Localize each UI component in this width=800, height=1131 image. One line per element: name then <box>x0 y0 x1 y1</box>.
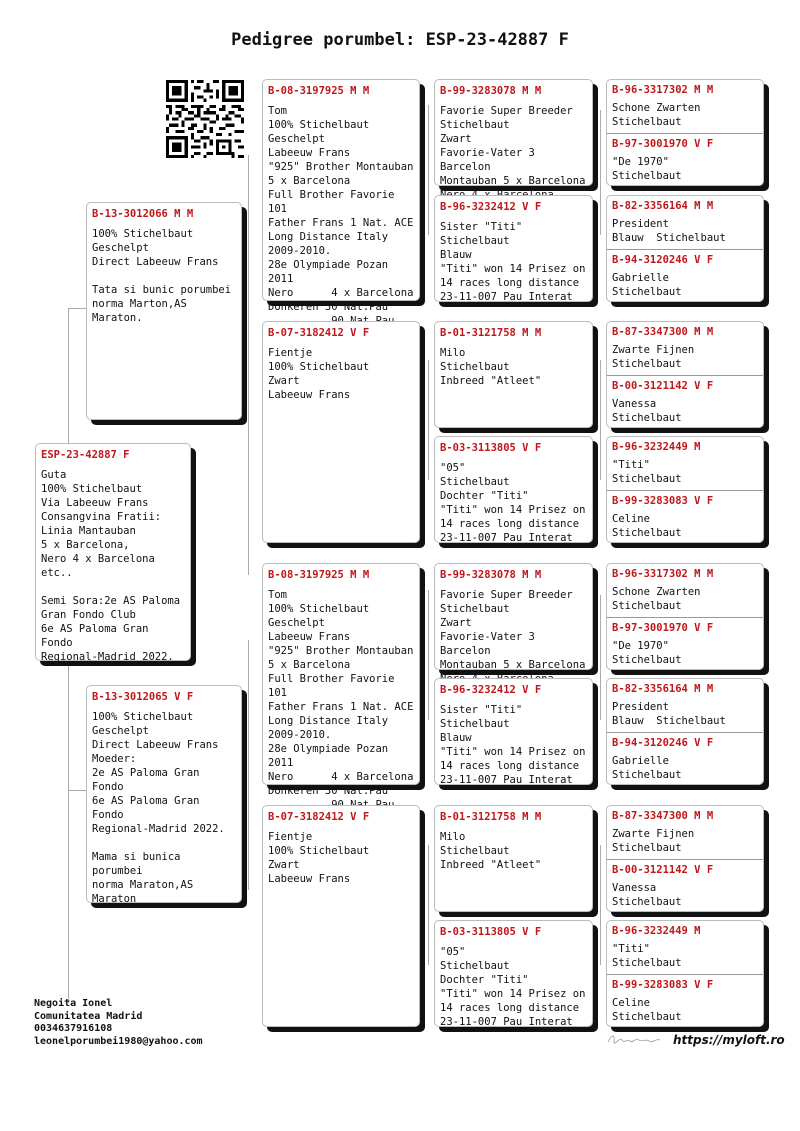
ring-number: B-13-3012066 M M <box>92 208 194 220</box>
owner-contact <box>34 998 203 1048</box>
website-link[interactable]: https://myloft.ro <box>673 1033 785 1047</box>
ring-number: B-87-3347300 M M <box>612 326 714 338</box>
ancestor-pair-card[interactable] <box>606 563 764 670</box>
ancestor-entry[interactable] <box>607 490 763 543</box>
ancestor-pair-card[interactable] <box>606 436 764 543</box>
grandparent-card[interactable] <box>262 563 420 797</box>
ancestor-entry[interactable] <box>607 679 763 732</box>
ring-number: B-96-3232412 V F <box>440 201 542 213</box>
ancestor-entry[interactable] <box>607 617 763 670</box>
ancestor-pair-card[interactable] <box>606 321 764 428</box>
pigeon-info: Gabrielle Stichelbaut <box>612 271 682 298</box>
connector-line <box>600 110 601 235</box>
pigeon-info: Guta 100% Stichelbaut Via Labeeuw Frans Consangvina Fratii: Linia Mantauban 5 x Barcelona, Nero 4 x Barcelona etc.. Semi Sora:2e AS Paloma Gran Fondo Club 6e AS Paloma Gran Fondo Regional-Madrid 2022. <box>41 469 181 663</box>
pigeon-info: President Blauw Stichelbaut <box>612 218 726 244</box>
connector-line <box>600 845 601 965</box>
ring-number: B-07-3182412 V F <box>268 327 370 339</box>
great-grandparent-card[interactable] <box>434 563 593 670</box>
owner-phone: 0034637916108 <box>34 1023 113 1034</box>
owner-email: leonelporumbei1980@yahoo.com <box>34 1035 203 1047</box>
pigeon-info: Tom 100% Stichelbaut Geschelpt Labeeuw Frans "925" Brother Montauban 5 x Barcelona Full Brother Favorie 101 Father Frans 1 Nat. ACE Long Distance Italy 2009-2010. 28e Olympiade Pozan 2011 Nero 4 x Barcelona Donkeren 30 Nat.Pau <box>268 105 414 313</box>
pigeon-info: "Titi" Stichelbaut <box>612 459 682 485</box>
pigeon-info: Schone Zwarten Stichelbaut <box>612 586 701 612</box>
pigeon-info: Schone Zwarten Stichelbaut <box>612 102 701 128</box>
ancestor-entry[interactable] <box>607 249 763 302</box>
ring-number: B-99-3283078 M M <box>440 569 542 581</box>
ancestor-pair-card[interactable] <box>606 79 764 186</box>
pigeon-info: Tom 100% Stichelbaut Geschelpt Labeeuw Frans "925" Brother Montauban 5 x Barcelona Full Brother Favorie 101 Father Frans 1 Nat. ACE Long Distance Italy 2009-2010. 28e Olympiade Pozan 2011 Nero 4 x Barcelona Donkeren 30 Nat.Pau <box>268 589 414 797</box>
ancestor-entry[interactable] <box>607 564 763 617</box>
pigeon-info: Favorie Super Breeder Stichelbaut Zwart Favorie-Vater 3 Barcelon Montauban 5 x Barcelona <box>440 589 586 671</box>
pigeon-info: "De 1970" Stichelbaut <box>612 639 682 666</box>
ancestor-entry[interactable] <box>607 80 763 133</box>
connector-line <box>600 595 601 720</box>
ring-number: B-96-3317302 M M <box>612 568 714 580</box>
pigeon-info: Vanessa Stichelbaut <box>612 881 682 908</box>
connector-line <box>428 360 429 480</box>
father-card[interactable] <box>86 202 242 420</box>
pigeon-info: Milo Stichelbaut Inbreed "Atleet" <box>440 347 542 387</box>
mother-card[interactable] <box>86 685 242 903</box>
ring-number: B-99-3283078 M M <box>440 85 542 97</box>
great-grandparent-card[interactable] <box>434 79 593 186</box>
connector-line <box>248 640 249 890</box>
ring-number: B-99-3283083 V F <box>612 978 714 991</box>
pigeon-info: Milo Stichelbaut Inbreed "Atleet" <box>440 831 542 871</box>
ancestor-entry[interactable] <box>607 322 763 375</box>
subject-card[interactable] <box>35 443 191 661</box>
great-grandparent-card[interactable] <box>434 920 593 1027</box>
ring-number: B-00-3121142 V F <box>612 379 714 392</box>
ring-number: B-07-3182412 V F <box>268 811 370 823</box>
pigeon-info: "De 1970" Stichelbaut <box>612 155 682 182</box>
ancestor-entry[interactable] <box>607 133 763 186</box>
pigeon-info: Zwarte Fijnen Stichelbaut <box>612 344 695 370</box>
ancestor-pair-card[interactable] <box>606 678 764 785</box>
pigeon-info: Celine Stichelbaut <box>612 996 682 1023</box>
ring-number: B-01-3121758 M M <box>440 327 542 339</box>
ancestor-entry[interactable] <box>607 437 763 490</box>
ancestor-entry[interactable] <box>607 806 763 859</box>
grandparent-card[interactable] <box>262 79 420 313</box>
connector-line <box>428 845 429 965</box>
great-grandparent-card[interactable] <box>434 195 593 302</box>
grandparent-card[interactable] <box>262 321 420 543</box>
ring-number: B-08-3197925 M M <box>268 569 370 581</box>
owner-organization: Comunitatea Madrid <box>34 1010 143 1022</box>
pigeon-info: Zwarte Fijnen Stichelbaut <box>612 828 695 854</box>
ancestor-entry[interactable] <box>607 921 763 974</box>
ring-number: B-96-3232449 M <box>612 441 701 453</box>
ancestor-entry[interactable] <box>607 732 763 785</box>
ring-number: B-01-3121758 M M <box>440 811 542 823</box>
great-grandparent-card[interactable] <box>434 321 593 428</box>
ancestor-entry[interactable] <box>607 859 763 912</box>
connector-line <box>68 308 86 309</box>
ancestor-entry[interactable] <box>607 375 763 428</box>
connector-line <box>600 360 601 480</box>
ancestor-pair-card[interactable] <box>606 805 764 912</box>
ring-number: B-00-3121142 V F <box>612 863 714 876</box>
ring-number: B-99-3283083 V F <box>612 494 714 507</box>
ring-number: B-82-3356164 M M <box>612 200 714 212</box>
ancestor-pair-card[interactable] <box>606 195 764 302</box>
great-grandparent-card[interactable] <box>434 436 593 543</box>
ring-number: B-03-3113805 V F <box>440 926 542 938</box>
ring-number: B-94-3120246 V F <box>612 253 714 266</box>
page-title: Pedigree porumbel: ESP-23-42887 F <box>231 30 569 50</box>
connector-line <box>428 590 429 720</box>
signature-icon <box>606 1032 662 1046</box>
ring-number: B-94-3120246 V F <box>612 736 714 749</box>
ring-number: B-97-3001970 V F <box>612 137 714 150</box>
pigeon-info: Fientje 100% Stichelbaut Zwart Labeeuw Frans <box>268 831 370 885</box>
owner-name: Negoita Ionel <box>34 998 113 1009</box>
ring-number: B-96-3232412 V F <box>440 684 542 696</box>
ring-number: ESP-23-42887 F <box>41 449 130 461</box>
pigeon-info: Fientje 100% Stichelbaut Zwart Labeeuw Frans <box>268 347 370 401</box>
connector-line <box>248 155 249 575</box>
qr-code-icon <box>166 80 244 158</box>
ring-number: B-03-3113805 V F <box>440 442 542 454</box>
connector-line <box>428 105 429 235</box>
grandparent-card[interactable] <box>262 805 420 1027</box>
pigeon-info: "Titi" Stichelbaut <box>612 943 682 969</box>
ring-number: B-96-3317302 M M <box>612 84 714 96</box>
ancestor-entry[interactable] <box>607 974 763 1027</box>
ancestor-pair-card[interactable] <box>606 920 764 1027</box>
pigeon-info: 100% Stichelbaut Geschelpt Direct Labeeuw Frans Moeder: 2e AS Paloma Gran Fondo 6e AS Paloma Gran Fondo Regional-Madrid 2022. Mama si bunica porumbei norma Maraton,AS Maraton <box>92 711 225 905</box>
ring-number: B-13-3012065 V F <box>92 691 194 703</box>
ring-number: B-97-3001970 V F <box>612 621 714 634</box>
ring-number: B-82-3356164 M M <box>612 683 714 695</box>
ancestor-entry[interactable] <box>607 196 763 249</box>
great-grandparent-card[interactable] <box>434 805 593 912</box>
ring-number: B-96-3232449 M <box>612 925 701 937</box>
great-grandparent-card[interactable] <box>434 678 593 785</box>
pigeon-info: Gabrielle Stichelbaut <box>612 754 682 781</box>
pigeon-info: Favorie Super Breeder Stichelbaut Zwart Favorie-Vater 3 Barcelon Montauban 5 x Barcelona <box>440 105 586 187</box>
pigeon-info: Sister "Titi" Stichelbaut Blauw "Titi" won 14 Prisez on 14 races long distance 23-11-007 Pau Interat <box>440 221 586 303</box>
pigeon-info: Celine Stichelbaut <box>612 512 682 539</box>
pigeon-info: "05" Stichelbaut Dochter "Titi" "Titi" won 14 Prisez on 14 races long distance 23-11-007 Pau Interat <box>440 462 586 544</box>
ring-number: B-87-3347300 M M <box>612 810 714 822</box>
pigeon-info: "05" Stichelbaut Dochter "Titi" "Titi" won 14 Prisez on 14 races long distance 23-11-007 Pau Interat <box>440 946 586 1028</box>
connector-line <box>68 790 86 791</box>
pigeon-info: 100% Stichelbaut Geschelpt Direct Labeeuw Frans Tata si bunic porumbei norma Marton,AS Maraton. <box>92 228 232 324</box>
pigeon-info: Sister "Titi" Stichelbaut Blauw "Titi" won 14 Prisez on 14 races long distance 23-11-007 Pau Interat <box>440 704 586 786</box>
pigeon-info: President Blauw Stichelbaut <box>612 701 726 727</box>
pigeon-info: Vanessa Stichelbaut <box>612 397 682 424</box>
ring-number: B-08-3197925 M M <box>268 85 370 97</box>
